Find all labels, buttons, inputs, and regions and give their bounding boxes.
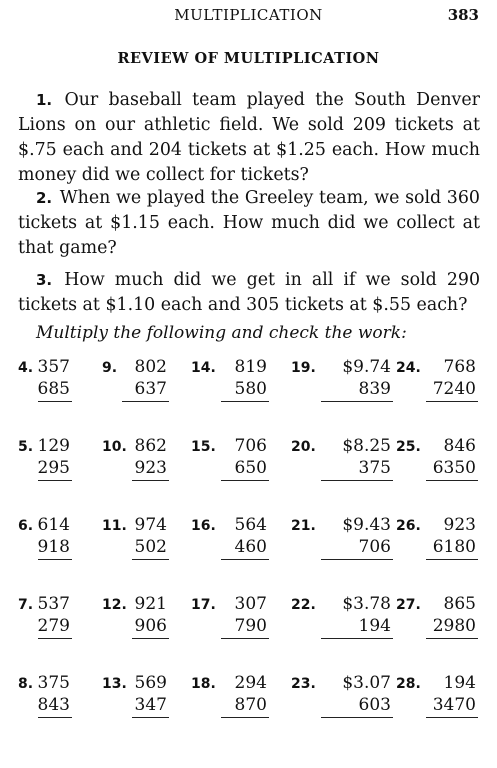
exercise (18, 356, 70, 412)
product-rule (321, 480, 393, 481)
exercise-row (0, 356, 497, 412)
multiplicand: 706 (234, 436, 267, 456)
exercise-number: 26. (396, 518, 421, 534)
multiplier: 6350 (432, 458, 476, 478)
exercise (191, 593, 267, 649)
running-title: MULTIPLICATION (174, 6, 323, 24)
exercise (396, 593, 476, 649)
exercise-number: 10. (102, 439, 127, 455)
exercise-number: 21. (291, 518, 316, 534)
multiplicand: 357 (37, 357, 70, 377)
multiplier: 2980 (432, 616, 476, 636)
exercise-number: 25. (396, 439, 421, 455)
multiplicand: 294 (234, 673, 267, 693)
product-rule (426, 717, 478, 718)
exercise-grid (0, 356, 497, 756)
exercise (291, 593, 391, 649)
problem-number: 2. (36, 189, 53, 207)
exercise (396, 514, 476, 570)
multiplier: 295 (37, 458, 70, 478)
multiplicand: 194 (443, 673, 476, 693)
multiplier: 502 (134, 537, 167, 557)
exercise (191, 672, 267, 728)
product-rule (132, 717, 169, 718)
exercise-number: 24. (396, 360, 421, 376)
multiplier: 650 (234, 458, 267, 478)
exercise (102, 514, 167, 570)
product-rule (38, 559, 72, 560)
exercise-number: 8. (18, 676, 34, 692)
exercise (191, 514, 267, 570)
multiplier: 923 (134, 458, 167, 478)
product-rule (221, 717, 269, 718)
problem-text: When we played the Greeley team, we sold 360 tickets at $1.15 each. How much did we collect at that game? (18, 188, 480, 258)
exercise-number: 18. (191, 676, 216, 692)
exercise (396, 356, 476, 412)
exercise-number: 22. (291, 597, 316, 613)
multiplicand: 129 (37, 436, 70, 456)
running-head (0, 6, 497, 30)
problem-number: 3. (36, 271, 53, 289)
product-rule (321, 559, 393, 560)
exercise-number: 15. (191, 439, 216, 455)
multiplicand: 307 (234, 594, 267, 614)
product-rule (122, 401, 169, 402)
word-problem-2 (18, 186, 480, 261)
exercise-number: 13. (102, 676, 127, 692)
multiplier: 603 (358, 695, 391, 715)
multiplicand: 614 (37, 515, 70, 535)
multiplicand: 569 (134, 673, 167, 693)
multiplier: 790 (234, 616, 267, 636)
section-title: REVIEW OF MULTIPLICATION (117, 50, 380, 67)
exercise-number: 19. (291, 360, 316, 376)
multiplier: 637 (134, 379, 167, 399)
exercise (102, 356, 167, 412)
product-rule (426, 480, 478, 481)
exercise-row (0, 593, 497, 649)
product-rule (38, 401, 72, 402)
exercise-number: 6. (18, 518, 34, 534)
multiplicand: 768 (443, 357, 476, 377)
multiplicand: $9.74 (342, 357, 391, 377)
multiplier: 918 (37, 537, 70, 557)
exercise (102, 672, 167, 728)
product-rule (38, 638, 72, 639)
product-rule (38, 717, 72, 718)
multiplier: 3470 (432, 695, 476, 715)
product-rule (132, 559, 169, 560)
multiplier: 7240 (432, 379, 476, 399)
exercise-number: 23. (291, 676, 316, 692)
product-rule (221, 559, 269, 560)
multiplier: 706 (358, 537, 391, 557)
multiplicand: 862 (134, 436, 167, 456)
multiplicand: 802 (134, 357, 167, 377)
exercise (191, 435, 267, 491)
exercise (102, 593, 167, 649)
exercise-number: 11. (102, 518, 127, 534)
exercise-number: 28. (396, 676, 421, 692)
word-problem-3 (18, 268, 480, 318)
product-rule (321, 717, 393, 718)
multiplier: 906 (134, 616, 167, 636)
multiplicand: 921 (134, 594, 167, 614)
instructions: Multiply the following and check the work: (36, 323, 407, 343)
exercise (191, 356, 267, 412)
exercise-number: 14. (191, 360, 216, 376)
exercise (18, 593, 70, 649)
multiplier: 870 (234, 695, 267, 715)
problem-number: 1. (36, 91, 53, 109)
product-rule (221, 638, 269, 639)
product-rule (221, 480, 269, 481)
exercise-number: 9. (102, 360, 118, 376)
exercise-number: 27. (396, 597, 421, 613)
multiplier: 375 (358, 458, 391, 478)
product-rule (221, 401, 269, 402)
multiplier: 685 (37, 379, 70, 399)
product-rule (132, 638, 169, 639)
product-rule (426, 401, 478, 402)
exercise-number: 17. (191, 597, 216, 613)
word-problem-1 (18, 88, 480, 188)
exercise-number: 4. (18, 360, 34, 376)
exercise (18, 514, 70, 570)
multiplier: 6180 (432, 537, 476, 557)
exercise-number: 7. (18, 597, 34, 613)
product-rule (321, 638, 393, 639)
multiplier: 347 (134, 695, 167, 715)
multiplicand: 375 (37, 673, 70, 693)
multiplicand: 846 (443, 436, 476, 456)
multiplier: 460 (234, 537, 267, 557)
multiplicand: 537 (37, 594, 70, 614)
multiplicand: 923 (443, 515, 476, 535)
multiplier: 839 (358, 379, 391, 399)
exercise-number: 5. (18, 439, 34, 455)
multiplier: 580 (234, 379, 267, 399)
exercise (18, 435, 70, 491)
exercise-number: 16. (191, 518, 216, 534)
exercise (396, 672, 476, 728)
exercise-number: 12. (102, 597, 127, 613)
exercise (291, 356, 391, 412)
multiplicand: $3.78 (342, 594, 391, 614)
exercise-row (0, 514, 497, 570)
multiplier: 279 (37, 616, 70, 636)
multiplicand: $8.25 (342, 436, 391, 456)
multiplicand: 819 (234, 357, 267, 377)
product-rule (426, 638, 478, 639)
exercise (18, 672, 70, 728)
multiplier: 843 (37, 695, 70, 715)
exercise (291, 514, 391, 570)
multiplier: 194 (358, 616, 391, 636)
product-rule (426, 559, 478, 560)
exercise (396, 435, 476, 491)
product-rule (38, 480, 72, 481)
exercise (291, 672, 391, 728)
exercise-row (0, 672, 497, 728)
multiplicand: 974 (134, 515, 167, 535)
exercise-row (0, 435, 497, 491)
multiplicand: $3.07 (342, 673, 391, 693)
exercise (291, 435, 391, 491)
problem-text: Our baseball team played the South Denver Lions on our athletic field. We sold 209 tickets at $.75 each and 204 tickets at $1.25 each. How much money did we collect for tickets? (18, 90, 480, 185)
multiplicand: $9.43 (342, 515, 391, 535)
page-number: 383 (447, 6, 479, 24)
multiplicand: 865 (443, 594, 476, 614)
problem-text: How much did we get in all if we sold 290 tickets at $1.10 each and 305 tickets at $.55 each? (18, 270, 481, 315)
exercise (102, 435, 167, 491)
product-rule (132, 480, 169, 481)
multiplicand: 564 (234, 515, 267, 535)
product-rule (321, 401, 393, 402)
exercise-number: 20. (291, 439, 316, 455)
